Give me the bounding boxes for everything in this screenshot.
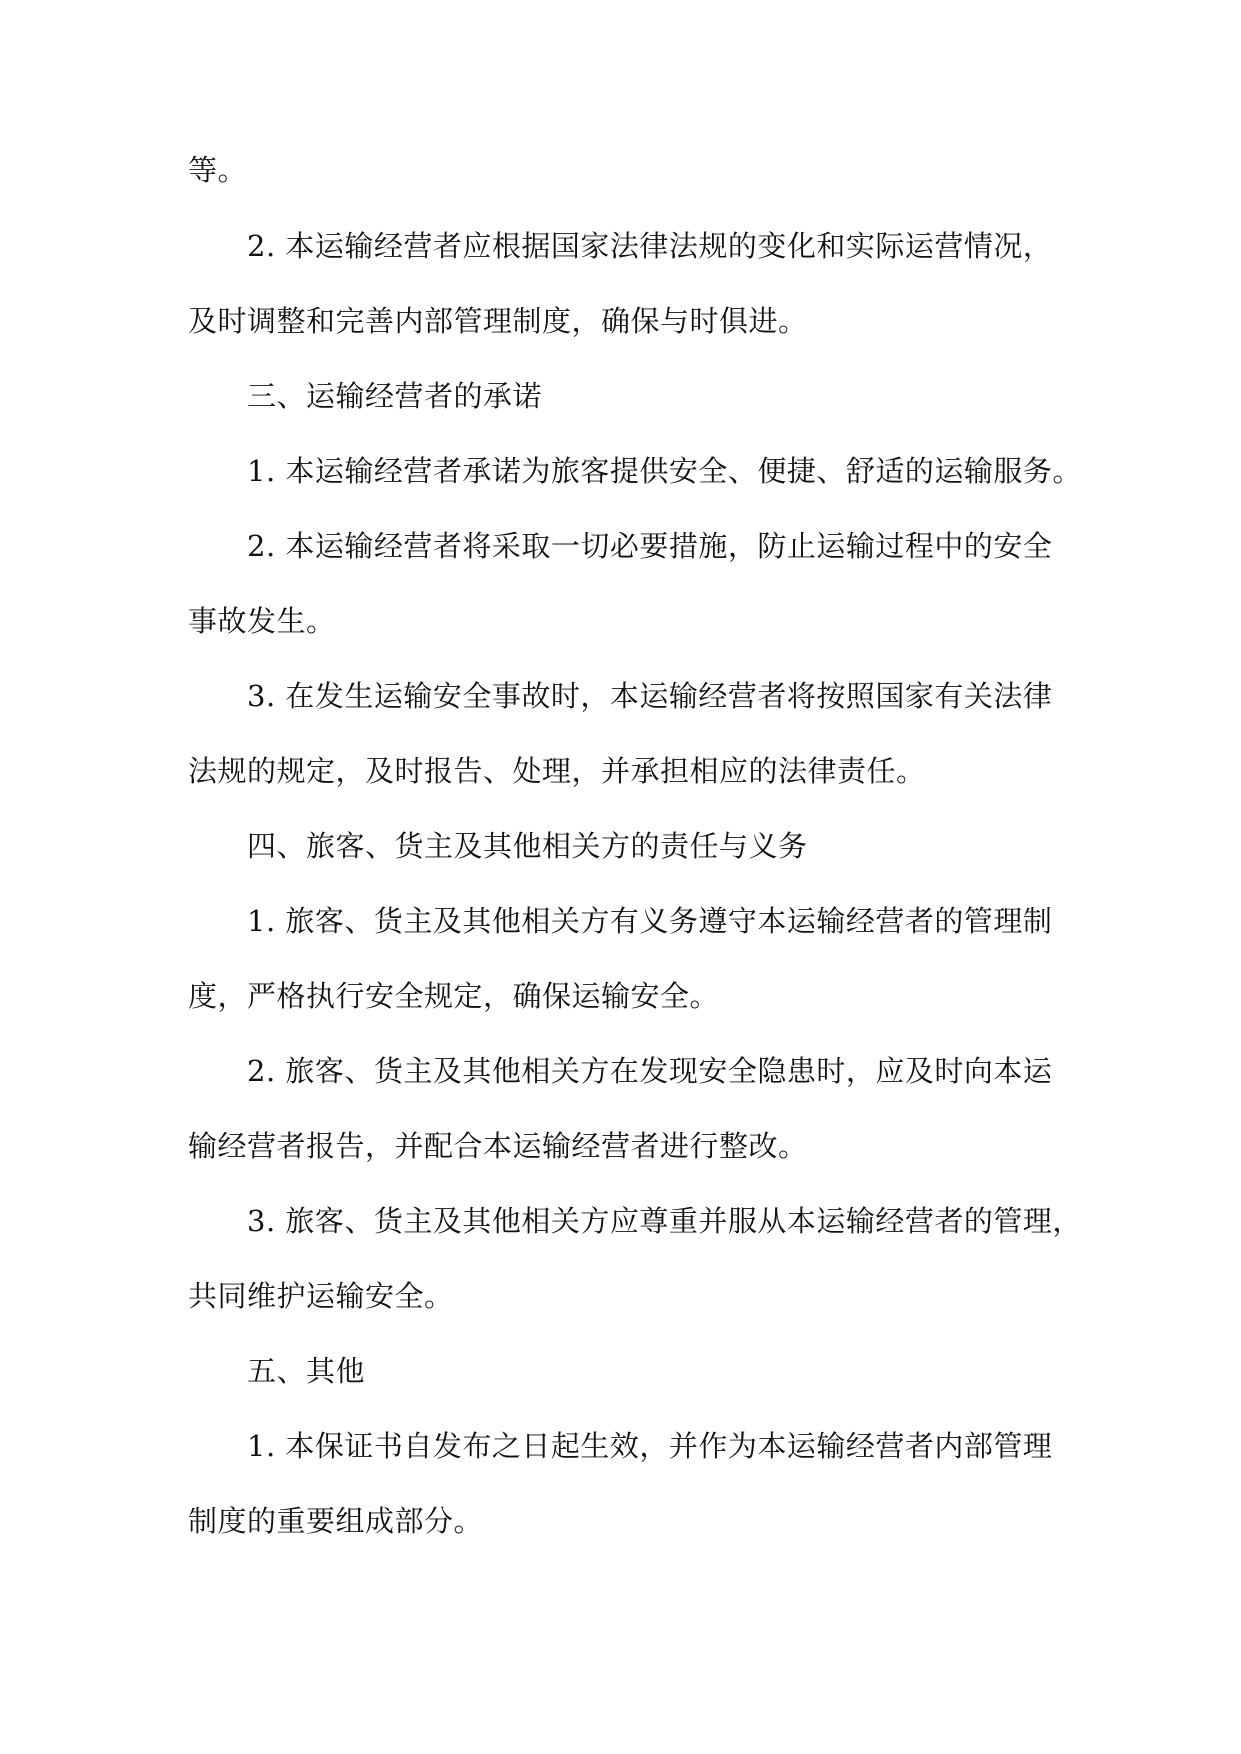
text-line: 输经营者报告，并配合本运输经营者进行整改。	[188, 1129, 808, 1163]
section-heading: 三、运输经营者的承诺	[247, 379, 543, 413]
text-line: 及时调整和完善内部管理制度，确保与时俱进。	[188, 304, 808, 338]
text-line: 共同维护运输安全。	[188, 1279, 454, 1313]
text-line: 3. 在发生运输安全事故时，本运输经营者将按照国家有关法律	[247, 679, 1053, 713]
section-heading: 四、旅客、货主及其他相关方的责任与义务	[247, 829, 808, 863]
text-line: 度，严格执行安全规定，确保运输安全。	[188, 979, 720, 1013]
text-line: 等。	[188, 153, 248, 187]
text-line: 1. 旅客、货主及其他相关方有义务遵守本运输经营者的管理制	[247, 904, 1053, 938]
text-line: 1. 本保证书自发布之日起生效，并作为本运输经营者内部管理	[247, 1429, 1053, 1463]
text-line: 2. 本运输经营者将采取一切必要措施，防止运输过程中的安全	[247, 529, 1053, 563]
text-line: 法规的规定，及时报告、处理，并承担相应的法律责任。	[188, 754, 926, 788]
text-line: 事故发生。	[188, 604, 336, 638]
text-line: 2. 旅客、货主及其他相关方在发现安全隐患时，应及时向本运	[247, 1054, 1053, 1088]
text-line: 3. 旅客、货主及其他相关方应尊重并服从本运输经营者的管理，	[247, 1204, 1082, 1238]
text-line: 1. 本运输经营者承诺为旅客提供安全、便捷、舒适的运输服务。	[247, 454, 1082, 488]
text-line: 2. 本运输经营者应根据国家法律法规的变化和实际运营情况，	[247, 229, 1053, 263]
section-heading: 五、其他	[247, 1354, 366, 1388]
text-line: 制度的重要组成部分。	[188, 1504, 484, 1538]
